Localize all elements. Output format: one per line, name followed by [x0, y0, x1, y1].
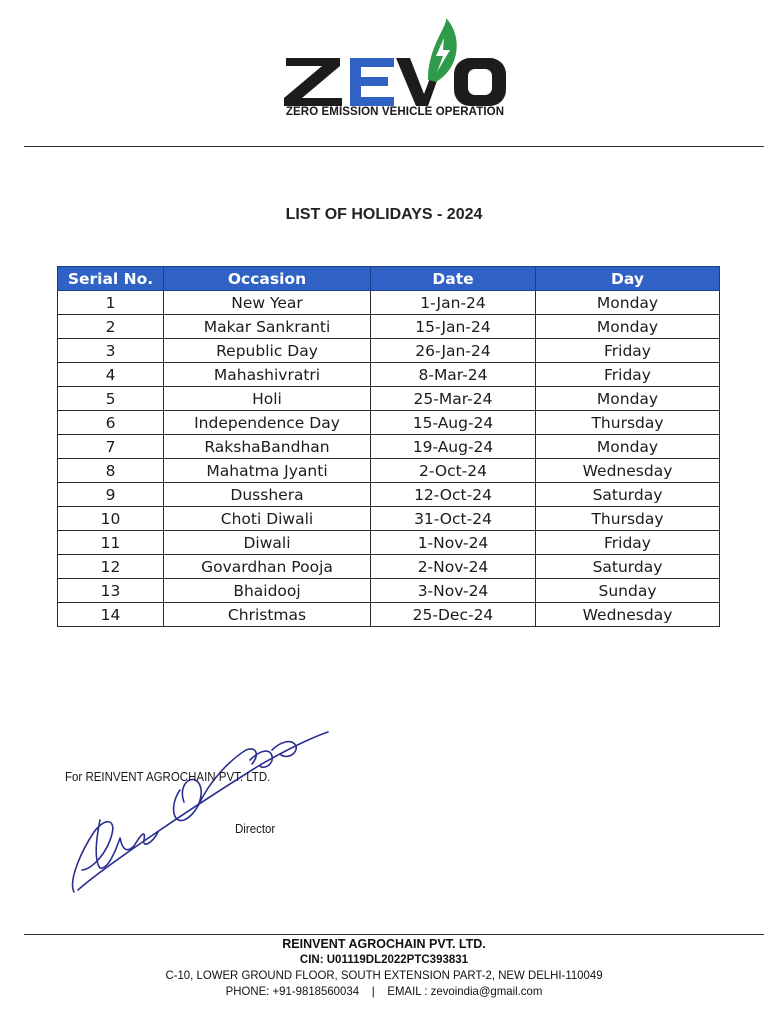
- cell-day: Saturday: [536, 555, 720, 579]
- table-row: [58, 315, 720, 339]
- table-row: [58, 387, 720, 411]
- table-header-row: [58, 267, 720, 291]
- cell-day: Monday: [536, 387, 720, 411]
- cell-occasion: New Year: [164, 291, 371, 315]
- cell-serial: 14: [58, 603, 164, 627]
- cell-day: Thursday: [536, 507, 720, 531]
- table-row: [58, 459, 720, 483]
- cell-occasion: Independence Day: [164, 411, 371, 435]
- table-body: [58, 291, 720, 627]
- cell-date: 25-Dec-24: [371, 603, 536, 627]
- table-row: [58, 579, 720, 603]
- footer-divider: [24, 934, 764, 935]
- cell-day: Friday: [536, 339, 720, 363]
- signature-area: [60, 720, 360, 910]
- column-header-serial: Serial No.: [58, 267, 164, 291]
- footer-address: C-10, LOWER GROUND FLOOR, SOUTH EXTENSION PART-2, NEW DELHI-110049: [165, 968, 603, 982]
- cell-serial: 2: [58, 315, 164, 339]
- cell-serial: 5: [58, 387, 164, 411]
- cell-occasion: Mahatma Jyanti: [164, 459, 371, 483]
- cell-day: Sunday: [536, 579, 720, 603]
- cell-occasion: Diwali: [164, 531, 371, 555]
- footer-separator: |: [371, 984, 375, 998]
- document-title: LIST OF HOLIDAYS - 2024: [285, 206, 483, 223]
- column-header-occasion: Occasion: [164, 267, 371, 291]
- cell-serial: 1: [58, 291, 164, 315]
- cell-serial: 7: [58, 435, 164, 459]
- signatory-role: Director: [235, 822, 276, 836]
- cell-date: 12-Oct-24: [371, 483, 536, 507]
- cell-occasion: Govardhan Pooja: [164, 555, 371, 579]
- cell-date: 31-Oct-24: [371, 507, 536, 531]
- cell-serial: 12: [58, 555, 164, 579]
- column-header-day: Day: [536, 267, 720, 291]
- cell-day: Friday: [536, 363, 720, 387]
- cell-day: Monday: [536, 435, 720, 459]
- table-row: [58, 435, 720, 459]
- cell-date: 25-Mar-24: [371, 387, 536, 411]
- cell-occasion: Holi: [164, 387, 371, 411]
- cell-serial: 9: [58, 483, 164, 507]
- footer-contact: [19, 984, 749, 998]
- table-row: [58, 531, 720, 555]
- cell-date: 26-Jan-24: [371, 339, 536, 363]
- zevo-logo-graphic: [278, 16, 518, 120]
- table-row: [58, 411, 720, 435]
- cell-day: Monday: [536, 291, 720, 315]
- cell-serial: 10: [58, 507, 164, 531]
- table-row: [58, 483, 720, 507]
- header-divider: [24, 146, 764, 147]
- handwritten-signature: [60, 720, 360, 910]
- cell-day: Monday: [536, 315, 720, 339]
- cell-date: 15-Aug-24: [371, 411, 536, 435]
- cell-serial: 11: [58, 531, 164, 555]
- table-row: [58, 291, 720, 315]
- cell-occasion: RakshaBandhan: [164, 435, 371, 459]
- cell-date: 1-Jan-24: [371, 291, 536, 315]
- logo-tagline: ZERO EMISSION VEHICLE OPERATION: [285, 106, 505, 118]
- cell-date: 1-Nov-24: [371, 531, 536, 555]
- cell-serial: 8: [58, 459, 164, 483]
- cell-day: Saturday: [536, 483, 720, 507]
- table-row: [58, 507, 720, 531]
- cell-occasion: Christmas: [164, 603, 371, 627]
- cell-serial: 13: [58, 579, 164, 603]
- footer-company-name: REINVENT AGROCHAIN PVT. LTD.: [282, 937, 486, 951]
- footer-email: EMAIL : zevoindia@gmail.com: [387, 984, 543, 998]
- cell-occasion: Bhaidooj: [164, 579, 371, 603]
- cell-date: 15-Jan-24: [371, 315, 536, 339]
- cell-date: 2-Oct-24: [371, 459, 536, 483]
- footer: [0, 936, 768, 998]
- table-row: [58, 363, 720, 387]
- table-row: [58, 339, 720, 363]
- footer-cin: CIN: U01119DL2022PTC393831: [299, 954, 469, 966]
- cell-day: Friday: [536, 531, 720, 555]
- footer-phone: PHONE: +91-9818560034: [225, 984, 360, 998]
- table-row: [58, 555, 720, 579]
- cell-occasion: Choti Diwali: [164, 507, 371, 531]
- cell-date: 2-Nov-24: [371, 555, 536, 579]
- cell-day: Thursday: [536, 411, 720, 435]
- cell-occasion: Dusshera: [164, 483, 371, 507]
- cell-occasion: Republic Day: [164, 339, 371, 363]
- cell-serial: 6: [58, 411, 164, 435]
- cell-date: 19-Aug-24: [371, 435, 536, 459]
- cell-serial: 4: [58, 363, 164, 387]
- cell-occasion: Makar Sankranti: [164, 315, 371, 339]
- cell-date: 3-Nov-24: [371, 579, 536, 603]
- cell-date: 8-Mar-24: [371, 363, 536, 387]
- cell-serial: 3: [58, 339, 164, 363]
- cell-day: Wednesday: [536, 459, 720, 483]
- holidays-table: [57, 266, 720, 627]
- column-header-date: Date: [371, 267, 536, 291]
- cell-occasion: Mahashivratri: [164, 363, 371, 387]
- table-row: [58, 603, 720, 627]
- cell-day: Wednesday: [536, 603, 720, 627]
- signatory-company-line: For REINVENT AGROCHAIN PVT. LTD.: [65, 770, 271, 784]
- zevo-logo: [278, 16, 518, 120]
